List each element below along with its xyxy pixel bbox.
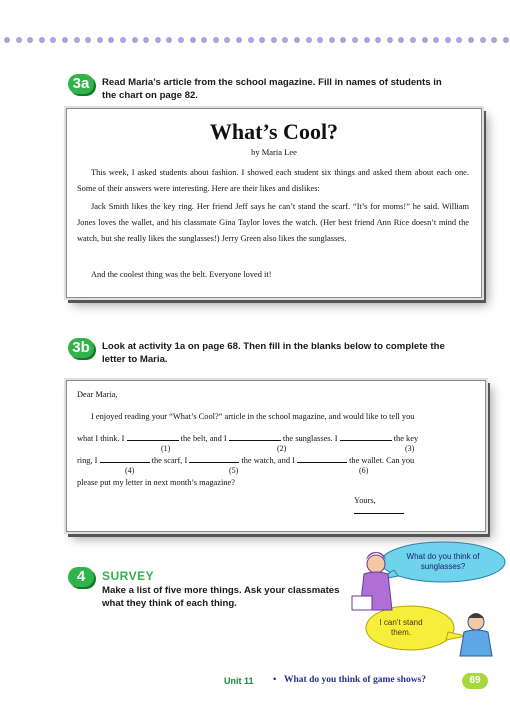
border-dot <box>329 37 335 43</box>
question-bubble-text: What do you think of sunglasses? <box>406 552 480 571</box>
border-dot <box>50 37 56 43</box>
border-dot <box>410 37 416 43</box>
border-dot <box>178 37 184 43</box>
border-dot <box>294 37 300 43</box>
border-dot <box>433 37 439 43</box>
border-dot <box>503 37 509 43</box>
dotted-border <box>0 37 510 45</box>
border-dot <box>108 37 114 43</box>
blank-number-6: (6) <box>359 466 369 475</box>
border-dot <box>364 37 370 43</box>
footer-bullet: • <box>273 675 277 685</box>
border-dot <box>213 37 219 43</box>
border-dot <box>422 37 428 43</box>
border-dot <box>445 37 451 43</box>
border-dot <box>155 37 161 43</box>
activity-3b-instruction: Look at activity 1a on page 68. Then fill in the blanks below to complete the letter to Maria. <box>102 341 445 365</box>
border-dot <box>480 37 486 43</box>
border-dot <box>97 37 103 43</box>
border-dot <box>317 37 323 43</box>
activity-4-instruction: Make a list of five more things. Ask your classmates what they think of each thing. <box>102 585 340 609</box>
border-dot <box>456 37 462 43</box>
blank-number-4: (4) <box>125 466 135 475</box>
letter-blank-5[interactable] <box>189 453 239 463</box>
letter-line-4: please put my letter in next month’s magazine? <box>77 478 235 487</box>
activity-4-badge: 4 <box>68 567 94 587</box>
border-dot <box>224 37 230 43</box>
border-dot <box>398 37 404 43</box>
page-number: 69 <box>462 673 488 689</box>
letter-blank-4[interactable] <box>100 453 150 463</box>
survey-heading: SURVEY <box>102 569 155 583</box>
letter-text: the sunglasses. I <box>282 434 338 443</box>
border-dot <box>143 37 149 43</box>
border-dot <box>190 37 196 43</box>
footer-title: What do you think of game shows? <box>284 675 426 685</box>
border-dot <box>39 37 45 43</box>
letter-text: the key <box>393 434 419 443</box>
activity-3b-badge: 3b <box>68 338 94 358</box>
blank-number-5: (5) <box>229 466 239 475</box>
border-dot <box>248 37 254 43</box>
letter-line-1: I enjoyed reading your “What’s Cool?” article in the school magazine, and would like to tell you <box>91 412 415 421</box>
border-dot <box>491 37 497 43</box>
activity-3a-instruction: Read Maria’s article from the school magazine. Fill in names of students in the chart on page 82. <box>102 77 442 101</box>
letter-blank-1[interactable] <box>127 431 179 441</box>
letter-blank-3[interactable] <box>340 431 392 441</box>
activity-3a-badge: 3a <box>68 74 94 94</box>
border-dot <box>271 37 277 43</box>
blank-number-3: (3) <box>405 444 415 453</box>
boy-figure <box>460 613 492 656</box>
footer-unit-label: Unit 11 <box>224 676 254 686</box>
letter-text: the watch, and I <box>241 456 295 465</box>
border-dot <box>375 37 381 43</box>
border-dot <box>74 37 80 43</box>
border-dot <box>120 37 126 43</box>
border-dot <box>201 37 207 43</box>
border-dot <box>27 37 33 43</box>
border-dot <box>387 37 393 43</box>
border-dot <box>62 37 68 43</box>
letter-blank-2[interactable] <box>229 431 281 441</box>
border-dot <box>166 37 172 43</box>
answer-bubble-text: I can’t stand them. <box>379 618 423 637</box>
signature-line[interactable] <box>354 513 404 514</box>
letter-greeting: Dear Maria, <box>77 390 118 399</box>
article-paper <box>66 108 482 298</box>
border-dot <box>352 37 358 43</box>
border-dot <box>4 37 10 43</box>
border-dot <box>259 37 265 43</box>
letter-text: the belt, and I <box>180 434 227 443</box>
article-paragraph-1: This week, I asked students about fashion. I showed each student six things and asked them about each one. Some of their answers were interesting. Here are their likes and dislikes: <box>77 168 469 193</box>
letter-text: the scarf, I <box>151 456 188 465</box>
letter-paper <box>66 380 486 532</box>
blank-number-1: (1) <box>161 444 171 453</box>
letter-line-3 <box>77 453 479 469</box>
article-paragraph-3: And the coolest thing was the belt. Everyone loved it! <box>91 270 272 279</box>
border-dot <box>236 37 242 43</box>
border-dot <box>282 37 288 43</box>
border-dot <box>468 37 474 43</box>
article-byline: by Maria Lee <box>251 147 297 157</box>
border-dot <box>306 37 312 43</box>
letter-closing: Yours, <box>354 496 376 505</box>
letter-text: ring, I <box>77 456 98 465</box>
border-dot <box>132 37 138 43</box>
article-title: What’s Cool? <box>209 119 339 144</box>
border-dot <box>85 37 91 43</box>
border-dot <box>16 37 22 43</box>
letter-text: the wallet. Can you <box>349 456 415 465</box>
blank-number-2: (2) <box>277 444 287 453</box>
letter-blank-6[interactable] <box>297 453 347 463</box>
border-dot <box>340 37 346 43</box>
article-paragraph-2: Jack Smith likes the key ring. Her friend Jeff says he can’t stand the scarf. “It’s for moms!” he said. William Jones loves the wallet, and his classmate Gina Taylor loves the watch. (Her best friend Ann Rice doesn’t mind the watch, but she really likes the sunglasses!) Jerry Green also likes the sunglasses. <box>77 202 469 243</box>
letter-text: what I think. I <box>77 434 125 443</box>
